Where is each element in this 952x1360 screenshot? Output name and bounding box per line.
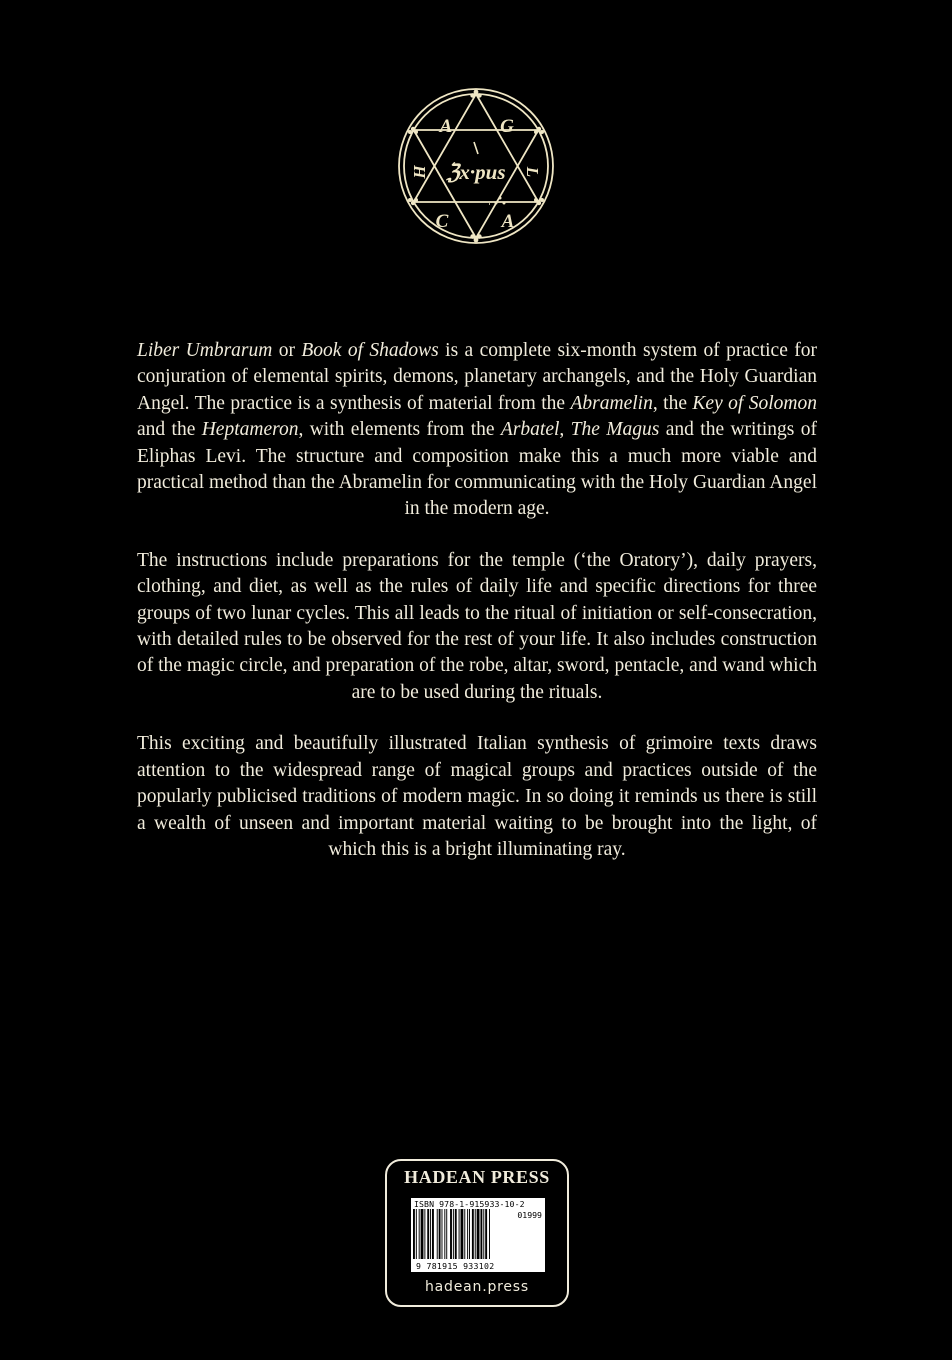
publisher-barcode-box <box>385 1159 569 1307</box>
hexagram-seal-icon <box>396 86 556 246</box>
title-liber-umbrarum: Liber Umbrarum <box>137 340 273 361</box>
title-key-of-solomon: Key of Solomon <box>692 392 817 414</box>
title-heptameron: Heptameron <box>201 419 299 441</box>
blurb-text: and the writings of Eliphas Levi. The structure and composition make this a much more viable and practical method than the Abramelin for communicating with the Holy Guardian Angel in the modern age. <box>137 419 817 520</box>
blurb-text: , the <box>652 392 693 414</box>
seal-glyph-g: G <box>500 116 514 137</box>
blurb-paragraph-2: The instructions include preparations for the temple (‘the Oratory’), daily prayers, clothing, and diet, as well as the rules of daily life and specific directions for three groups of two lunar cycles. This all leads to the ritual of initiation or self-consecration, with detailed rules to be observed for the rest of your life. It also includes construction of the magic circle, and preparation of the robe, altar, sword, pentacle, and wand which are to be used during the rituals. <box>137 549 817 703</box>
title-the-magus: The Magus <box>570 419 660 441</box>
isbn-barcode <box>411 1198 545 1272</box>
title-abramelin: Abramelin <box>570 392 653 414</box>
barcode-bars-icon <box>413 1209 509 1261</box>
seal-glyph-c: C <box>435 211 449 232</box>
blurb-text: or <box>272 340 302 361</box>
seal-glyph-h: H <box>410 165 429 179</box>
title-arbatel: Arbatel <box>500 419 560 441</box>
isbn-label: ISBN 978-1-915933-10-2 <box>414 1199 525 1209</box>
barcode-number: 9 781915 933102 <box>416 1261 495 1271</box>
publisher-name: HADEAN PRESS <box>404 1167 550 1187</box>
seal-glyph-a-bottom: A <box>501 211 515 232</box>
blurb-text: and the <box>137 419 202 441</box>
blurb-paragraph-1 <box>137 338 817 523</box>
seal-glyph-l: L <box>523 166 542 178</box>
seal-center-text: ℨx·pus <box>446 160 506 184</box>
back-cover-blurb <box>137 338 817 888</box>
blurb-paragraph-3: This exciting and beautifully illustrated Italian synthesis of grimoire texts draws attention to the widespread range of magical groups and practices outside of the popularly publicised traditions of modern magic. In so doing it reminds us there is still a wealth of unseen and important material waiting to be brought into the light, of which this is a bright illuminating ray. <box>137 733 817 860</box>
publisher-website: hadean.press <box>425 1279 529 1295</box>
price-code: 01999 <box>517 1210 542 1220</box>
blurb-text: , <box>559 419 571 441</box>
title-book-of-shadows: Book of Shadows <box>301 340 439 361</box>
blurb-text: is a complete six-month system of practice for conjuration of elemental spirits, demons, planetary archangels, and the Holy Guardian Angel. The practice is a synthesis of material from the <box>137 340 817 414</box>
blurb-text: , with elements from the <box>298 419 501 441</box>
seal-glyph-a-top: A <box>439 116 453 137</box>
